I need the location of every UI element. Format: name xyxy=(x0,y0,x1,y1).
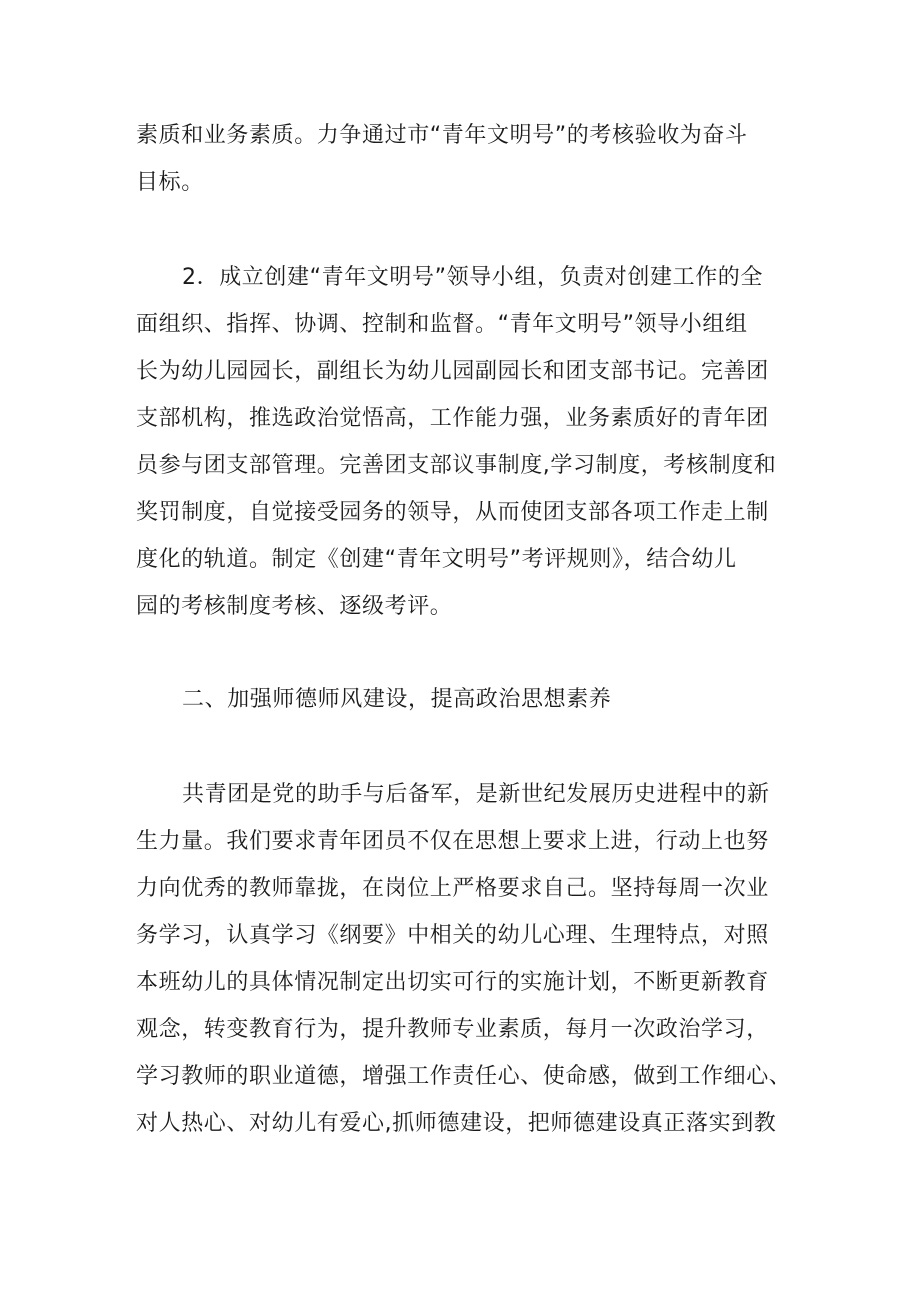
paragraph-2-line-6: 奖罚制度，自觉接受园务的领导，从而使团支部各项工作走上制 xyxy=(136,500,769,525)
paragraph-3-line-7: 学习教师的职业道德，增强工作责任心、使命感，做到工作细心、 xyxy=(136,1064,792,1089)
paragraph-2-line-7: 度化的轨道。制定《创建“青年文明号”考评规则》，结合幼儿 xyxy=(136,547,737,572)
section-heading: 二、加强师德师风建设，提高政治思想素养 xyxy=(182,687,612,712)
paragraph-3-line-2: 生力量。我们要求青年团员不仅在思想上要求上进，行动上也努 xyxy=(136,829,769,854)
paragraph-3-line-4: 务学习，认真学习《纲要》中相关的幼儿心理、生理特点，对照 xyxy=(136,923,769,948)
paragraph-3-line-5: 本班幼儿的具体情况制定出切实可行的实施计划，不断更新教育 xyxy=(136,970,769,995)
paragraph-2-line-8: 园的考核制度考核、逐级考评。 xyxy=(136,594,453,619)
paragraph-3-line-3: 力向优秀的教师靠拢，在岗位上严格要求自己。坚持每周一次业 xyxy=(136,876,769,901)
paragraph-2-line-3: 长为幼儿园园长，副组长为幼儿园副园长和团支部书记。完善团 xyxy=(136,359,769,384)
paragraph-3-line-6: 观念，转变教育行为，提升教师专业素质，每月一次政治学习， xyxy=(136,1017,769,1042)
paragraph-1-line-1: 素质和业务素质。力争通过市“青年文明号”的考核验收为奋斗 xyxy=(136,123,748,148)
paragraph-2-line-4: 支部机构，推选政治觉悟高，工作能力强，业务素质好的青年团 xyxy=(136,406,769,431)
paragraph-3-line-1: 共青团是党的助手与后备军，是新世纪发展历史进程中的新 xyxy=(182,782,770,807)
paragraph-2-line-1: 2．成立创建“青年文明号”领导小组，负责对创建工作的全 xyxy=(182,265,763,290)
paragraph-2-line-5: 员参与团支部管理。完善团支部议事制度,学习制度，考核制度和 xyxy=(136,453,777,478)
paragraph-2-line-2: 面组织、指挥、协调、控制和监督。“青年文明号”领导小组组 xyxy=(136,312,748,337)
paragraph-3-line-8: 对人热心、对幼儿有爱心,抓师德建设，把师德建设真正落实到教 xyxy=(136,1111,777,1136)
paragraph-1-line-2: 目标。 xyxy=(136,170,204,195)
